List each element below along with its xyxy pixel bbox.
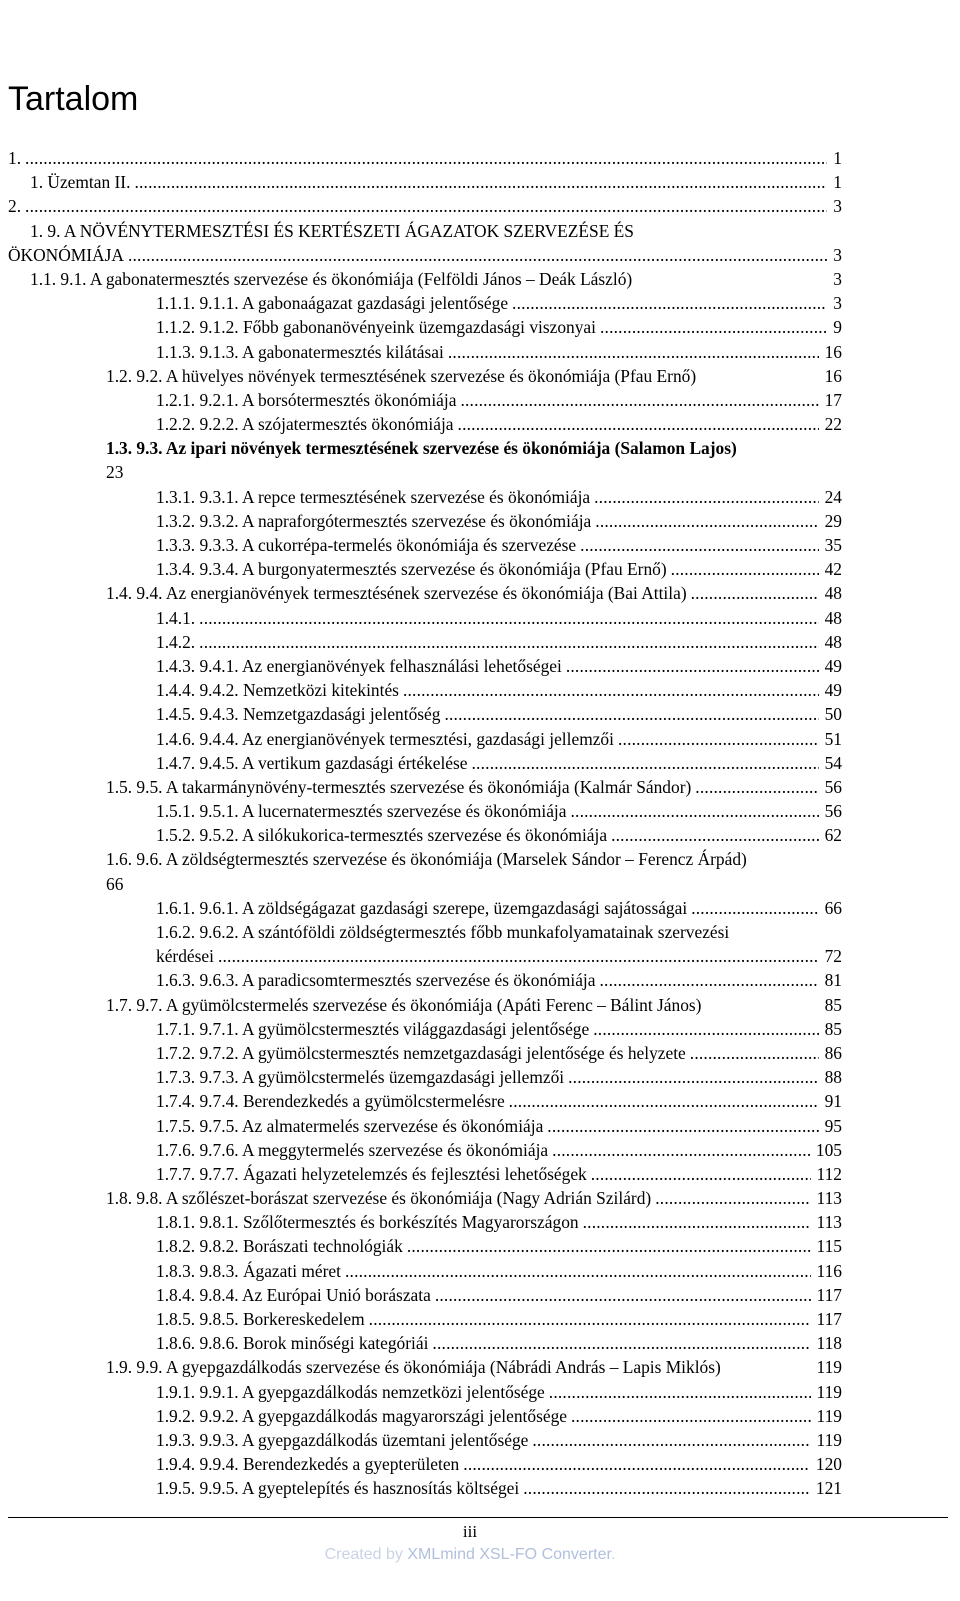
toc-page-number[interactable]: 118 bbox=[816, 1333, 842, 1354]
toc-leader-dots bbox=[611, 823, 819, 847]
toc-entry[interactable] bbox=[0, 1307, 960, 1331]
toc-entry[interactable] bbox=[0, 1404, 960, 1428]
toc-entry-title[interactable]: 1.8.5. 9.8.5. Borkereskedelem bbox=[156, 1309, 365, 1329]
toc-entry[interactable] bbox=[0, 920, 960, 944]
toc-leader-dots bbox=[599, 968, 818, 992]
toc-page-number[interactable]: 117 bbox=[816, 1284, 842, 1305]
toc-page-number[interactable]: 116 bbox=[816, 1260, 842, 1281]
toc-leader-dots bbox=[432, 1331, 810, 1355]
toc-entry-title[interactable]: 1.1. 9.1. A gabonatermesztés szervezése és ökonómiája (Felföldi János – Deák László) bbox=[30, 268, 633, 289]
toc-entry[interactable] bbox=[0, 799, 960, 823]
toc-entry-title[interactable]: 1.1.3. 9.1.3. A gabonatermesztés kilátásai bbox=[156, 341, 444, 362]
toc-entry-title[interactable]: 1.8.3. 9.8.3. Ágazati méret bbox=[156, 1260, 341, 1281]
toc-entry-title[interactable]: 1.4.6. 9.4.4. Az energianövények termesztési, gazdasági jellemzői bbox=[156, 728, 614, 749]
toc-leader-dots bbox=[655, 1186, 810, 1210]
toc-entry-title[interactable]: 1.3.2. 9.3.2. A napraforgótermesztés szervezése és ökonómiája bbox=[156, 510, 592, 531]
toc-entry-title[interactable]: 1.4.4. 9.4.2. Nemzetközi kitekintés bbox=[156, 680, 399, 701]
toc-leader-dots bbox=[594, 485, 818, 509]
converter-prefix: Created by bbox=[324, 1546, 408, 1563]
toc-leader-dots bbox=[600, 315, 827, 339]
toc-entry-title[interactable]: 1.3.3. 9.3.3. A cukorrépa-termelés ökonómiája és szervezése bbox=[156, 535, 577, 555]
toc-entry[interactable] bbox=[0, 1114, 960, 1138]
footer-page-number: iii bbox=[462, 1522, 478, 1541]
toc-leader-dots bbox=[591, 1162, 811, 1186]
toc-page-number[interactable]: 56 bbox=[824, 801, 842, 822]
toc-leader-dots bbox=[549, 1380, 811, 1404]
toc-leader-dots bbox=[618, 727, 819, 751]
toc-page-number[interactable]: 16 bbox=[824, 365, 842, 386]
toc-entry[interactable] bbox=[0, 340, 960, 364]
toc-entry[interactable] bbox=[0, 485, 960, 509]
toc-entry[interactable] bbox=[0, 993, 960, 1017]
toc-entry[interactable] bbox=[0, 1041, 960, 1065]
toc-entry[interactable] bbox=[0, 1428, 960, 1452]
toc-page-number[interactable]: 119 bbox=[816, 1429, 842, 1450]
toc-page-number[interactable]: 81 bbox=[824, 970, 842, 991]
toc-leader-dots bbox=[691, 896, 818, 920]
toc-entry-title[interactable]: 1.2.2. 9.2.2. A szójatermesztés ökonómiája bbox=[156, 414, 454, 435]
toc-leader-dots bbox=[134, 170, 827, 194]
toc-entry[interactable] bbox=[0, 944, 960, 968]
toc-leader-dots bbox=[199, 630, 818, 654]
toc-leader-dots bbox=[345, 1259, 811, 1283]
toc-entry-title[interactable]: 1.3. 9.3. Az ipari növények termesztésének szervezése és ökonómiája (Salamon Lajos) bbox=[106, 438, 737, 459]
toc-entry[interactable] bbox=[0, 146, 960, 170]
toc-entry[interactable] bbox=[0, 775, 960, 799]
toc-page-number[interactable]: 86 bbox=[824, 1042, 842, 1063]
toc-entry-title[interactable]: 1.7.4. 9.7.4. Berendezkedés a gyümölcstermelésre bbox=[156, 1091, 505, 1112]
table-of-contents bbox=[0, 146, 960, 1501]
toc-page-number[interactable]: 22 bbox=[824, 414, 842, 435]
toc-entry-title[interactable]: 1.2.1. 9.2.1. A borsótermesztés ökonómiája bbox=[156, 389, 457, 410]
toc-page-number[interactable]: 91 bbox=[824, 1091, 842, 1112]
toc-entry[interactable] bbox=[0, 267, 960, 291]
toc-entry-title[interactable]: 1.6.3. 9.6.3. A paradicsomtermesztés szervezése és ökonómiája bbox=[156, 970, 596, 991]
toc-entry-title[interactable]: 1.7.5. 9.7.5. Az almatermelés szervezése és ökonómiája bbox=[156, 1115, 544, 1136]
toc-entry-title[interactable]: 1.9.5. 9.9.5. A gyeptelepítés és hasznosítás költségei bbox=[156, 1478, 520, 1499]
toc-entry[interactable] bbox=[0, 412, 960, 436]
toc-page-number[interactable]: 121 bbox=[815, 1478, 842, 1499]
toc-entry-title[interactable]: 1.5. 9.5. A takarmánynövény-termesztés szervezése és ökonómiája (Kalmár Sándor) bbox=[106, 776, 692, 797]
toc-page-number[interactable]: 16 bbox=[824, 341, 842, 362]
toc-entry-title[interactable]: 1.4.5. 9.4.3. Nemzetgazdasági jelentőség bbox=[156, 704, 441, 725]
toc-page-number[interactable]: 9 bbox=[833, 317, 842, 338]
toc-entry-title[interactable]: 1.7. 9.7. A gyümölcstermelés szervezése és ökonómiája (Apáti Ferenc – Bálint János) bbox=[106, 994, 702, 1015]
toc-entry-title[interactable]: 1.8.6. 9.8.6. Borok minőségi kategóriái bbox=[156, 1333, 429, 1354]
toc-leader-dots bbox=[583, 1210, 811, 1234]
toc-page-number[interactable]: 119 bbox=[816, 1357, 842, 1378]
toc-entry-title[interactable]: 1. bbox=[8, 148, 22, 168]
toc-page-number[interactable]: 95 bbox=[824, 1115, 842, 1136]
toc-entry-title[interactable]: 1. Üzemtan II. bbox=[30, 172, 131, 193]
toc-leader-dots bbox=[547, 1114, 818, 1138]
toc-entry[interactable] bbox=[0, 436, 960, 460]
toc-entry[interactable] bbox=[0, 581, 960, 605]
toc-leader-dots bbox=[671, 557, 819, 581]
toc-page-number[interactable]: 48 bbox=[824, 631, 842, 652]
toc-page-number[interactable]: 17 bbox=[824, 389, 842, 410]
toc-page-number[interactable]: 62 bbox=[824, 825, 842, 846]
footer-divider bbox=[8, 1517, 948, 1518]
toc-entry-title[interactable]: 1.7.7. 9.7.7. Ágazati helyzetelemzés és fejlesztési lehetőségek bbox=[156, 1163, 587, 1184]
toc-entry-title[interactable]: 1.8.1. 9.8.1. Szőlőtermesztés és borkészítés Magyarországon bbox=[156, 1212, 579, 1233]
toc-leader-dots bbox=[695, 775, 818, 799]
toc-entry[interactable] bbox=[0, 654, 960, 678]
toc-entry[interactable] bbox=[0, 1234, 960, 1258]
toc-entry-title[interactable]: 1.1.1. 9.1.1. A gabonaágazat gazdasági jelentősége bbox=[156, 293, 509, 314]
toc-leader-dots bbox=[568, 1065, 819, 1089]
toc-entry[interactable] bbox=[0, 509, 960, 533]
toc-entry[interactable] bbox=[0, 243, 960, 267]
toc-entry[interactable] bbox=[0, 751, 960, 775]
toc-leader-dots bbox=[532, 1428, 810, 1452]
toc-entry[interactable] bbox=[0, 1259, 960, 1283]
toc-entry[interactable] bbox=[0, 1065, 960, 1089]
toc-page-number[interactable]: 119 bbox=[816, 1405, 842, 1426]
toc-leader-dots bbox=[218, 944, 819, 968]
converter-brand: XMLmind XSL-FO Converter bbox=[407, 1546, 611, 1563]
toc-entry[interactable] bbox=[0, 388, 960, 412]
toc-page-number[interactable]: 1 bbox=[833, 172, 842, 193]
toc-entry-title[interactable]: 1.8.2. 9.8.2. Borászati technológiák bbox=[156, 1236, 403, 1257]
toc-entry-title[interactable]: 66 bbox=[106, 873, 124, 894]
toc-leader-dots bbox=[25, 194, 827, 218]
toc-entry-title[interactable]: 1.7.3. 9.7.3. A gyümölcstermelés üzemgazdasági jellemzői bbox=[156, 1067, 565, 1088]
toc-leader-dots bbox=[593, 1017, 818, 1041]
toc-entry-title[interactable]: 1.4.3. 9.4.1. Az energianövények felhasználási lehetőségei bbox=[156, 655, 562, 676]
toc-entry[interactable] bbox=[0, 1162, 960, 1186]
toc-entry[interactable] bbox=[0, 678, 960, 702]
toc-entry[interactable] bbox=[0, 315, 960, 339]
toc-entry[interactable] bbox=[0, 968, 960, 992]
toc-page-number[interactable]: 50 bbox=[824, 704, 842, 725]
toc-entry[interactable] bbox=[0, 194, 960, 218]
toc-leader-dots bbox=[25, 146, 827, 170]
toc-page-number[interactable]: 42 bbox=[824, 559, 842, 580]
toc-entry[interactable] bbox=[0, 630, 960, 654]
toc-page-number[interactable]: 85 bbox=[824, 1018, 842, 1039]
toc-page-number[interactable]: 117 bbox=[816, 1309, 842, 1329]
toc-entry-title[interactable]: 1.6.1. 9.6.1. A zöldségágazat gazdasági szerepe, üzemgazdasági sajátosságai bbox=[156, 897, 688, 918]
toc-page-number[interactable]: 85 bbox=[824, 994, 842, 1015]
toc-entry[interactable] bbox=[0, 1476, 960, 1500]
toc-entry[interactable] bbox=[0, 872, 960, 896]
toc-page-number[interactable]: 3 bbox=[833, 268, 842, 289]
toc-entry-title[interactable]: 1.4.7. 9.4.5. A vertikum gazdasági értékelése bbox=[156, 752, 468, 773]
toc-page-number[interactable]: 48 bbox=[824, 607, 842, 628]
toc-leader-dots bbox=[595, 509, 818, 533]
toc-entry-title[interactable]: 1.9.2. 9.9.2. A gyepgazdálkodás magyarországi jelentősége bbox=[156, 1405, 567, 1426]
toc-page-number[interactable]: 1 bbox=[833, 148, 842, 168]
toc-entry[interactable] bbox=[0, 533, 960, 557]
toc-entry-title[interactable]: 1.4.1. bbox=[156, 607, 196, 628]
toc-entry[interactable] bbox=[0, 1355, 960, 1379]
toc-page-number[interactable]: 72 bbox=[824, 946, 842, 967]
toc-page-number[interactable]: 119 bbox=[816, 1381, 842, 1402]
toc-entry-title[interactable]: 1.9.3. 9.9.3. A gyepgazdálkodás üzemtani jelentősége bbox=[156, 1429, 529, 1450]
toc-entry-title[interactable]: 1.2. 9.2. A hüvelyes növények termesztésének szervezése és ökonómiája (Pfau Ernő) bbox=[106, 365, 697, 386]
toc-page-number[interactable]: 51 bbox=[824, 728, 842, 749]
toc-page-number[interactable]: 54 bbox=[824, 752, 842, 773]
toc-page-number[interactable]: 120 bbox=[815, 1454, 842, 1475]
toc-leader-dots bbox=[691, 581, 819, 605]
toc-entry-title[interactable]: 1.8.4. 9.8.4. Az Európai Unió borászata bbox=[156, 1284, 431, 1305]
toc-page-number[interactable]: 49 bbox=[824, 680, 842, 701]
toc-leader-dots bbox=[570, 799, 818, 823]
toc-entry[interactable] bbox=[0, 823, 960, 847]
toc-leader-dots bbox=[566, 654, 819, 678]
toc-entry[interactable] bbox=[0, 1186, 960, 1210]
toc-entry-title[interactable]: 1.6. 9.6. A zöldségtermesztés szervezése és ökonómiája (Marselek Sándor – Ferencz Árpád) bbox=[106, 849, 747, 870]
toc-entry-title[interactable]: 1.7.1. 9.7.1. A gyümölcstermesztés világgazdasági jelentősége bbox=[156, 1018, 590, 1039]
toc-entry[interactable] bbox=[0, 460, 960, 484]
toc-entry[interactable] bbox=[0, 219, 960, 243]
toc-entry[interactable] bbox=[0, 727, 960, 751]
toc-entry[interactable] bbox=[0, 1380, 960, 1404]
toc-leader-dots bbox=[512, 291, 827, 315]
toc-page-number[interactable]: 112 bbox=[816, 1163, 842, 1184]
toc-leader-dots bbox=[571, 1404, 811, 1428]
toc-page-number[interactable]: 113 bbox=[816, 1188, 842, 1209]
toc-leader-dots bbox=[435, 1283, 811, 1307]
toc-entry-title[interactable]: 1.9. 9.9. A gyepgazdálkodás szervezése és ökonómiája (Nábrádi András – Lapis Miklós) bbox=[106, 1357, 721, 1378]
toc-entry-title[interactable]: 1.3.4. 9.3.4. A burgonyatermesztés szervezése és ökonómiája (Pfau Ernő) bbox=[156, 559, 667, 580]
toc-page-number[interactable]: 88 bbox=[824, 1067, 842, 1088]
toc-entry-title[interactable]: 1.9.1. 9.9.1. A gyepgazdálkodás nemzetközi jelentősége bbox=[156, 1381, 545, 1402]
toc-page-number[interactable]: 56 bbox=[824, 776, 842, 797]
toc-leader-dots bbox=[552, 1138, 810, 1162]
toc-entry-title[interactable]: 1.4. 9.4. Az energianövények termesztésének szervezése és ökonómiája (Bai Attila) bbox=[106, 583, 687, 604]
toc-leader-dots bbox=[369, 1307, 811, 1331]
toc-leader-dots bbox=[460, 388, 818, 412]
toc-entry[interactable] bbox=[0, 557, 960, 581]
toc-entry[interactable] bbox=[0, 702, 960, 726]
toc-entry-title[interactable]: kérdései bbox=[156, 946, 214, 967]
toc-entry[interactable] bbox=[0, 1452, 960, 1476]
toc-entry-title[interactable]: 1.6.2. 9.6.2. A szántóföldi zöldségtermesztés főbb munkafolyamatainak szervezési bbox=[156, 922, 730, 942]
toc-leader-dots bbox=[444, 702, 818, 726]
toc-entry-title[interactable]: 1.8. 9.8. A szőlészet-borászat szervezése és ökonómiája (Nagy Adrián Szilárd) bbox=[106, 1188, 652, 1209]
toc-entry-title[interactable]: 1.7.6. 9.7.6. A meggytermelés szervezése és ökonómiája bbox=[156, 1139, 549, 1160]
toc-page-number[interactable]: 35 bbox=[824, 535, 842, 555]
toc-entry-title[interactable]: ÖKONÓMIÁJA bbox=[8, 244, 124, 265]
toc-leader-dots bbox=[128, 243, 827, 267]
toc-entry[interactable] bbox=[0, 1089, 960, 1113]
toc-entry[interactable] bbox=[0, 1331, 960, 1355]
page-title: Tartalom bbox=[8, 80, 139, 118]
toc-entry-title[interactable]: 1.1.2. 9.1.2. Főbb gabonanövényeink üzemgazdasági viszonyai bbox=[156, 317, 596, 338]
toc-leader-dots bbox=[509, 1089, 819, 1113]
toc-page-number[interactable]: 105 bbox=[815, 1139, 842, 1160]
toc-leader-dots bbox=[448, 340, 819, 364]
toc-entry-title[interactable]: 23 bbox=[106, 462, 124, 483]
toc-leader-dots bbox=[463, 1452, 810, 1476]
toc-entry[interactable] bbox=[0, 291, 960, 315]
toc-page-number[interactable]: 66 bbox=[824, 897, 842, 918]
toc-page-number[interactable]: 49 bbox=[824, 655, 842, 676]
toc-entry-title[interactable]: 1.3.1. 9.3.1. A repce termesztésének szervezése és ökonómiája bbox=[156, 486, 591, 507]
toc-page-number[interactable]: 29 bbox=[824, 510, 842, 531]
converter-watermark bbox=[0, 1546, 940, 1564]
toc-entry-title[interactable]: 2. bbox=[8, 196, 22, 217]
toc-entry-title[interactable]: 1.4.2. bbox=[156, 631, 196, 652]
toc-entry-title[interactable]: 1.5.1. 9.5.1. A lucernatermesztés szervezése és ökonómiája bbox=[156, 801, 567, 822]
toc-page-number[interactable]: 3 bbox=[833, 244, 842, 265]
toc-page-number[interactable]: 48 bbox=[824, 583, 842, 604]
toc-entry[interactable] bbox=[0, 896, 960, 920]
toc-leader-dots bbox=[580, 533, 818, 557]
toc-entry-title[interactable]: 1.7.2. 9.7.2. A gyümölcstermesztés nemzetgazdasági jelentősége és helyzete bbox=[156, 1042, 686, 1063]
toc-leader-dots bbox=[690, 1041, 819, 1065]
toc-entry[interactable] bbox=[0, 170, 960, 194]
toc-leader-dots bbox=[407, 1234, 811, 1258]
converter-suffix: . bbox=[610, 1546, 616, 1563]
toc-leader-dots bbox=[472, 751, 819, 775]
toc-leader-dots bbox=[403, 678, 819, 702]
toc-entry-title[interactable]: 1.5.2. 9.5.2. A silókukorica-termesztés szervezése és ökonómiája bbox=[156, 825, 608, 846]
toc-page-number[interactable]: 115 bbox=[816, 1236, 842, 1257]
toc-entry[interactable] bbox=[0, 606, 960, 630]
toc-entry[interactable] bbox=[0, 1210, 960, 1234]
toc-leader-dots bbox=[458, 412, 819, 436]
toc-leader-dots bbox=[523, 1476, 810, 1500]
toc-entry[interactable] bbox=[0, 364, 960, 388]
toc-entry-title[interactable]: 1. 9. A NÖVÉNYTERMESZTÉSI ÉS KERTÉSZETI ÁGAZATOK SZERVEZÉSE ÉS bbox=[30, 220, 634, 241]
toc-page-number[interactable]: 113 bbox=[816, 1212, 842, 1233]
toc-page-number[interactable]: 3 bbox=[833, 293, 842, 314]
toc-entry[interactable] bbox=[0, 847, 960, 871]
toc-entry-title[interactable]: 1.9.4. 9.9.4. Berendezkedés a gyepterületen bbox=[156, 1454, 460, 1475]
toc-entry[interactable] bbox=[0, 1283, 960, 1307]
toc-page-number[interactable]: 3 bbox=[833, 196, 842, 217]
toc-page-number[interactable]: 24 bbox=[824, 486, 842, 507]
toc-leader-dots bbox=[199, 606, 818, 630]
toc-entry[interactable] bbox=[0, 1138, 960, 1162]
toc-entry[interactable] bbox=[0, 1017, 960, 1041]
